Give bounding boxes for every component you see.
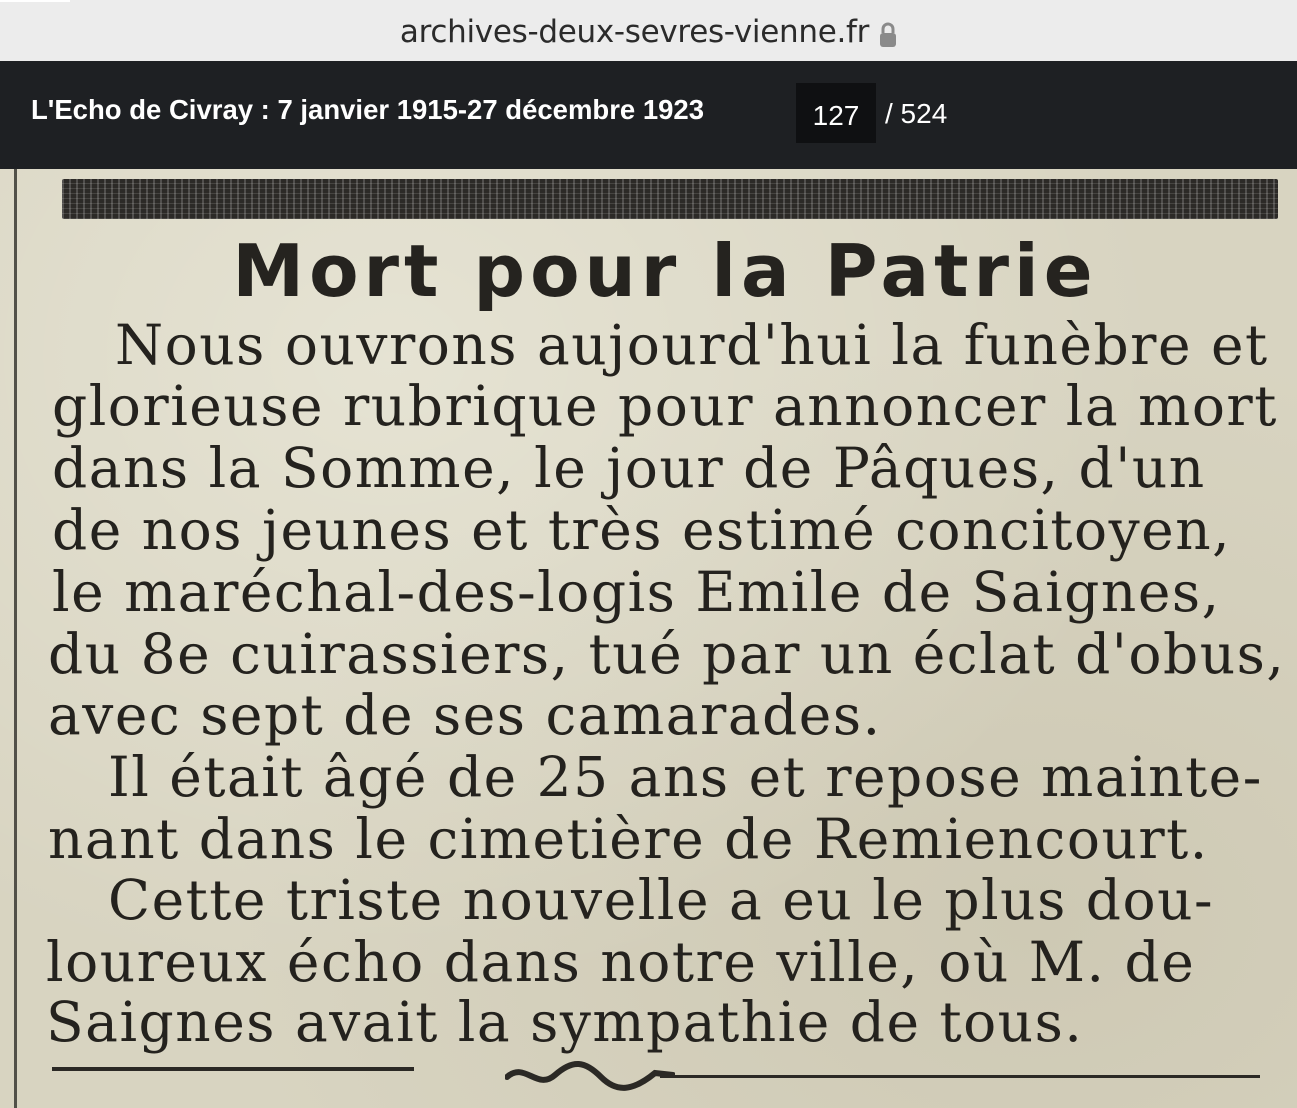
article-line: Cette triste nouvelle a eu le plus dou- <box>108 868 1215 932</box>
article-line: le maréchal-des-logis Emile de Saignes, <box>52 560 1221 624</box>
flourish-ornament <box>505 1057 675 1093</box>
browser-url-bar[interactable] <box>0 0 1297 61</box>
url-text: archives-deux-sevres-vienne.fr <box>399 14 870 50</box>
footer-rule-left <box>52 1067 414 1071</box>
article-line: Nous ouvrons aujourd'hui la funèbre et <box>115 313 1269 377</box>
document-title: L'Echo de Civray : 7 janvier 1915-27 décembre 1923 <box>31 94 705 125</box>
article-line: Il était âgé de 25 ans et repose mainte- <box>108 745 1263 809</box>
article-line: dans la Somme, le jour de Pâques, d'un <box>52 436 1206 500</box>
url-display[interactable] <box>0 12 1297 52</box>
article-line: Saignes avait la sympathie de tous. <box>46 990 1084 1054</box>
footer-rule-right <box>660 1075 1260 1078</box>
article-line: avec sept de ses camarades. <box>48 683 882 747</box>
article-line: nant dans le cimetière de Remiencourt. <box>48 807 1209 871</box>
viewer-header <box>0 61 1297 169</box>
article-headline: Mort pour la Patrie <box>232 229 1098 313</box>
header-band <box>62 179 1278 219</box>
article-line: glorieuse rubrique pour annoncer la mort <box>52 374 1278 438</box>
newspaper-scan[interactable] <box>0 169 1297 1108</box>
tab-indicator <box>0 0 70 2</box>
lock-icon <box>879 18 897 44</box>
page-total: / 524 <box>885 98 948 129</box>
article-line: de nos jeunes et très estimé concitoyen, <box>52 498 1232 562</box>
page-number-input[interactable] <box>796 83 876 143</box>
article-line: loureux écho dans notre ville, où M. de <box>46 930 1196 994</box>
article-line: du 8e cuirassiers, tué par un éclat d'obus, <box>48 622 1286 686</box>
